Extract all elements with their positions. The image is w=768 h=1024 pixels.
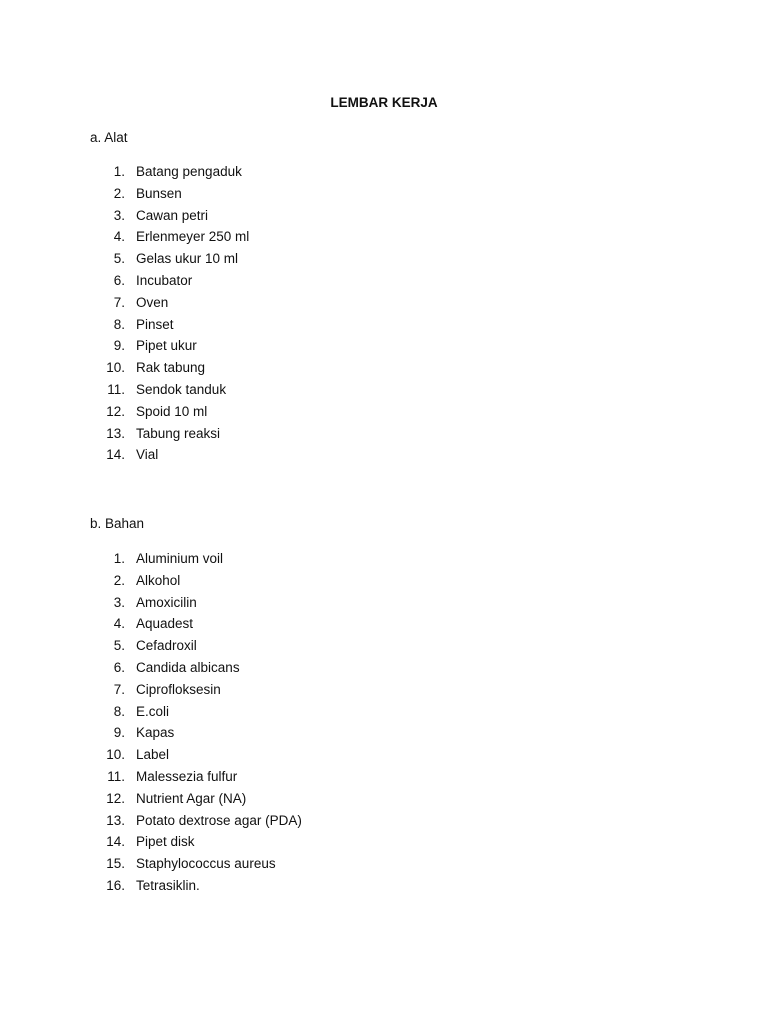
- list-item: [0, 425, 768, 447]
- list-item-number: 3.: [113, 594, 125, 610]
- list-item-text: Sendok tanduk: [136, 381, 227, 397]
- list-item: [0, 833, 768, 855]
- list-item-number: 4.: [113, 229, 125, 245]
- list-item-text: Spoid 10 ml: [136, 403, 208, 419]
- list-item-number: 11.: [107, 381, 125, 397]
- list-item-number: 3.: [113, 207, 125, 223]
- list-item-text: Pinset: [136, 316, 174, 332]
- list-item-number: 5.: [113, 638, 125, 654]
- list-item-number: 12.: [106, 790, 125, 806]
- list-item: [0, 615, 768, 637]
- list-item-number: 1.: [113, 164, 125, 179]
- list-item-text: Amoxicilin: [136, 594, 197, 610]
- list-item-number: 6.: [113, 659, 125, 675]
- list-item: [0, 790, 768, 812]
- list-item-number: 11.: [107, 768, 125, 784]
- list-item-number: 16.: [106, 877, 125, 893]
- list-item-text: Tetrasiklin.: [136, 877, 200, 893]
- list-item: [0, 294, 768, 316]
- list-item: [0, 272, 768, 294]
- list-item-number: 1.: [113, 551, 125, 566]
- list-item-text: Vial: [136, 447, 159, 463]
- list-item-number: 4.: [113, 616, 125, 632]
- list-item-text: Nutrient Agar (NA): [136, 790, 247, 806]
- list-item: [0, 337, 768, 359]
- list-item-number: 9.: [113, 725, 125, 741]
- list-item-text: Staphylococcus aureus: [136, 856, 276, 872]
- list-item-text: Candida albicans: [136, 659, 240, 675]
- list-item: [0, 250, 768, 272]
- list-item: [0, 446, 768, 468]
- list-item-number: 2.: [113, 185, 125, 201]
- list-item-number: 12.: [106, 403, 125, 419]
- list-item: [0, 877, 768, 899]
- list-item: [0, 228, 768, 250]
- list-item: [0, 855, 768, 877]
- list-item: [0, 316, 768, 338]
- document-title: LEMBAR KERJA: [330, 95, 438, 110]
- list-item: [0, 681, 768, 703]
- list-item-text: Tabung reaksi: [136, 425, 221, 441]
- list-item-text: Malessezia fulfur: [136, 768, 238, 784]
- list-item: [0, 812, 768, 834]
- list-item-number: 13.: [106, 812, 125, 828]
- list-item: [0, 746, 768, 768]
- section-heading-bahan: b. Bahan: [90, 516, 145, 531]
- list-item: [0, 724, 768, 746]
- section-heading-alat: a. Alat: [90, 130, 128, 145]
- list-item-number: 5.: [113, 251, 125, 267]
- list-item-text: Aquadest: [136, 616, 194, 632]
- list-item-number: 15.: [106, 856, 125, 872]
- list-item: [0, 637, 768, 659]
- list-item-text: Cefadroxil: [136, 638, 197, 654]
- list-item: [0, 381, 768, 403]
- list-item-number: 6.: [113, 272, 125, 288]
- list-item-text: Kapas: [136, 725, 175, 741]
- list-item-text: Bunsen: [136, 185, 182, 201]
- list-item-number: 7.: [113, 294, 125, 310]
- list-item: [0, 768, 768, 790]
- list-item-text: Cawan petri: [136, 207, 209, 223]
- list-item: [0, 359, 768, 381]
- list-item-text: Potato dextrose agar (PDA): [136, 812, 302, 828]
- list-item-number: 8.: [113, 703, 125, 719]
- list-item-number: 8.: [113, 316, 125, 332]
- list-item-text: Erlenmeyer 250 ml: [136, 229, 250, 245]
- list-item-number: 7.: [113, 681, 125, 697]
- list-item: [0, 403, 768, 425]
- list-item-text: Aluminium voil: [136, 551, 224, 566]
- list-item-number: 14.: [106, 834, 125, 850]
- list-item: [0, 572, 768, 594]
- list-item-text: Pipet disk: [136, 834, 195, 850]
- list-item-number: 10.: [106, 360, 125, 376]
- list-item: [0, 594, 768, 616]
- list-item-text: Incubator: [136, 272, 193, 288]
- list-item-text: Gelas ukur 10 ml: [136, 251, 239, 267]
- alat-list: [0, 163, 768, 468]
- list-item: [0, 550, 768, 572]
- list-item-text: Alkohol: [136, 572, 181, 588]
- list-item-text: Batang pengaduk: [136, 164, 242, 179]
- list-item-number: 13.: [106, 425, 125, 441]
- list-item-number: 10.: [106, 747, 125, 763]
- list-item-text: Label: [136, 747, 170, 763]
- list-item: [0, 659, 768, 681]
- list-item: [0, 163, 768, 185]
- list-item-text: Pipet ukur: [136, 338, 197, 354]
- list-item-number: 9.: [113, 338, 125, 354]
- list-item: [0, 185, 768, 207]
- bahan-list: [0, 550, 768, 899]
- list-item-number: 14.: [106, 447, 125, 463]
- list-item-text: Ciprofloksesin: [136, 681, 221, 697]
- list-item-text: Rak tabung: [136, 360, 206, 376]
- list-item-text: Oven: [136, 294, 169, 310]
- list-item-text: E.coli: [136, 703, 170, 719]
- list-item: [0, 207, 768, 229]
- list-item-number: 2.: [113, 572, 125, 588]
- list-item: [0, 703, 768, 725]
